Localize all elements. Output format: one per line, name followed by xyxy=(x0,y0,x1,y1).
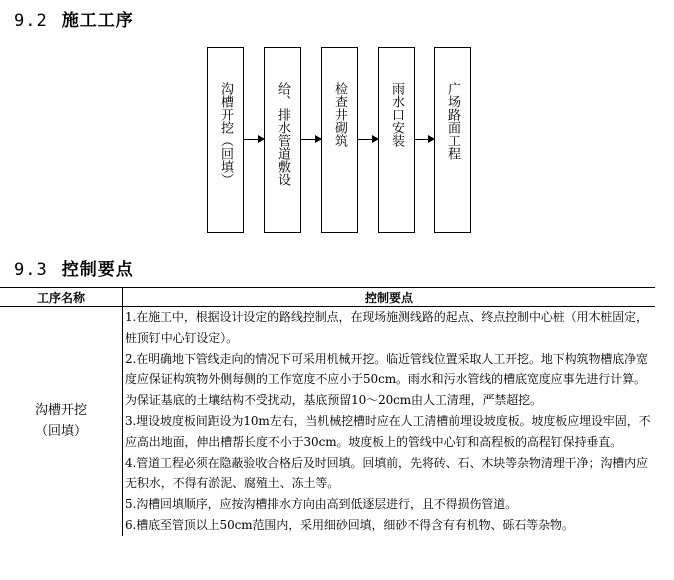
section-number: 9.2 xyxy=(14,11,48,31)
flow-step-inspection-well: 检查井砌筑 xyxy=(321,47,358,233)
section-title: 控制要点 xyxy=(61,260,134,280)
section-heading-9-3 xyxy=(14,255,134,280)
flow-step-trench-excavation: 沟槽开挖（回填） xyxy=(207,47,244,233)
flow-step-rain-inlet: 雨水口安装 xyxy=(378,47,415,233)
control-points-cell xyxy=(123,307,656,536)
control-point-4: 4.管道工程必须在隐蔽验收合格后及时回填。回填前，先将砖、石、木块等杂物清理干净；沟槽内应无积水，不得有淤泥、腐殖土、冻土等。 xyxy=(125,455,648,491)
table-header-row xyxy=(0,288,655,307)
section-title: 施工工序 xyxy=(61,11,134,31)
control-point-1: 1.在施工中，根据设计设定的路线控制点，在现场施测线路的起点、终点控制中心桩（用木桩固定，桩顶钉中心钉设定）。 xyxy=(125,310,648,345)
flow-arrow-4 xyxy=(415,139,434,140)
control-point-2: 2.在明确地下管线走向的情况下可采用机械开挖。临近管线位置采取人工开挖。地下构筑物槽底净宽度应保证构筑物外侧每侧的工作宽度不应小于50cm。雨水和污水管线的槽底宽度应事先进行计算。为保证基底的土壤结构不受扰动，基底预留10～20cm由人工清理，严禁超挖。 xyxy=(125,351,648,408)
flow-arrow-3 xyxy=(358,139,378,140)
process-flow-diagram xyxy=(0,0,674,250)
process-name-cell: 沟槽开挖 （回填） xyxy=(0,307,123,536)
column-header-control-points: 控制要点 xyxy=(123,288,656,307)
flow-step-pipe-laying: 给、排水管道敷设 xyxy=(264,47,301,233)
flow-arrow-1 xyxy=(244,139,264,140)
table-row xyxy=(0,307,655,536)
control-point-5: 5.沟槽回填顺序，应按沟槽排水方向由高到低逐层进行，且不得损伤管道。 xyxy=(125,497,518,512)
section-number: 9.3 xyxy=(14,260,48,280)
flow-step-plaza-pavement: 广场路面工程 xyxy=(434,47,471,233)
flow-arrow-2 xyxy=(301,139,321,140)
control-point-3: 3.埋设坡度板间距设为10m左右，当机械挖槽时应在人工清槽前埋设坡度板。坡度板应埋设牢固，不应高出地面，伸出槽帮长度不小于30cm。坡度板上的管线中心钉和高程板的高程钉保持垂直。 xyxy=(125,413,651,449)
column-header-process-name: 工序名称 xyxy=(0,288,123,307)
control-point-6: 6.槽底至管顶以上50cm范围内，采用细砂回填，细砂不得含有有机物、砾石等杂物。 xyxy=(125,517,574,532)
control-points-table xyxy=(0,287,655,536)
